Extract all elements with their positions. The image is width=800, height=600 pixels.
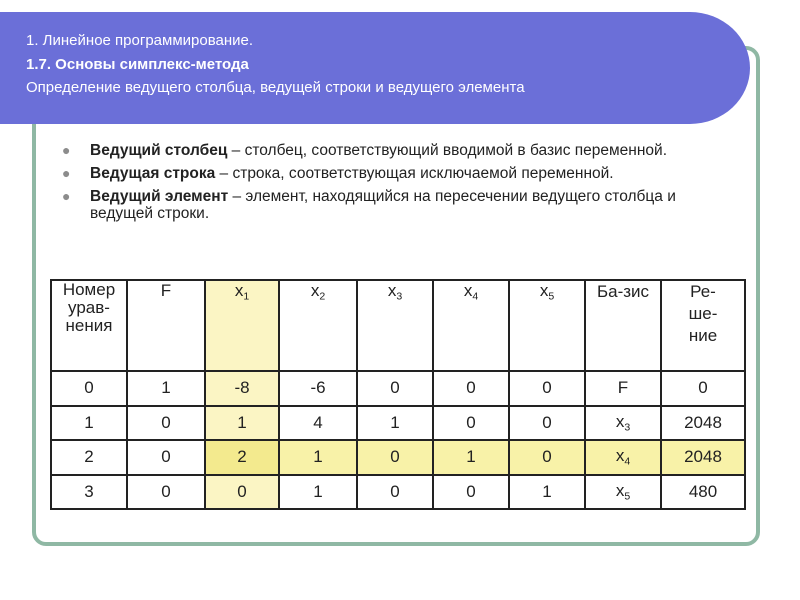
- cell-basis: F: [585, 371, 661, 405]
- header-x4: $x_4$: [433, 280, 509, 371]
- header-f: F: [127, 280, 205, 371]
- cell-x5: 0: [509, 371, 585, 405]
- cell-x3: 0: [357, 440, 433, 474]
- definition-term: Ведущий столбец: [90, 142, 228, 159]
- bullet-icon: ●: [62, 142, 71, 158]
- header-x2: $x_2$: [279, 280, 357, 371]
- cell-x4: 0: [433, 406, 509, 440]
- cell-basis: $x_5$: [585, 475, 661, 510]
- definition-list: [62, 142, 682, 228]
- subsection-title: 1.7. Основы симплекс-метода: [26, 56, 249, 73]
- cell-solution: 2048: [661, 440, 745, 474]
- definition-term: Ведущая строка: [90, 165, 216, 182]
- slide-subtitle: Определение ведущего столбца, ведущей строки и ведущего элемента: [26, 79, 525, 96]
- cell-f: 1: [127, 371, 205, 405]
- cell-x1: 0: [205, 475, 279, 510]
- cell-x1: -8: [205, 371, 279, 405]
- bullet-icon: ●: [62, 188, 71, 204]
- table-row: [51, 475, 745, 510]
- table-row-pivot: [51, 440, 745, 474]
- table-row: [51, 371, 745, 405]
- cell-x5: 1: [509, 475, 585, 510]
- definition-term: Ведущий элемент: [90, 188, 229, 205]
- cell-x3: 1: [357, 406, 433, 440]
- cell-solution: 0: [661, 371, 745, 405]
- cell-x5: 0: [509, 440, 585, 474]
- table-header-row: [51, 280, 745, 371]
- cell-f: 0: [127, 475, 205, 510]
- cell-x3: 0: [357, 371, 433, 405]
- cell-eq: 3: [51, 475, 127, 510]
- header-equation-number: Номер урав- нения: [51, 280, 127, 371]
- table-row: [51, 406, 745, 440]
- cell-f: 0: [127, 440, 205, 474]
- definition-item: [62, 188, 682, 222]
- cell-eq: 2: [51, 440, 127, 474]
- cell-x2: -6: [279, 371, 357, 405]
- header-x3: $x_3$: [357, 280, 433, 371]
- cell-x1: 1: [205, 406, 279, 440]
- definition-item: [62, 142, 682, 159]
- simplex-table: [50, 279, 746, 510]
- header-solution: Ре- ше- ние: [661, 280, 745, 371]
- cell-solution: 2048: [661, 406, 745, 440]
- definition-text: – столбец, соответствующий вводимой в базис переменной.: [227, 142, 667, 159]
- cell-eq: 1: [51, 406, 127, 440]
- header-x1: $x_1$: [205, 280, 279, 371]
- cell-x2: 4: [279, 406, 357, 440]
- header-basis: Ба-зис: [585, 280, 661, 371]
- section-title: 1. Линейное программирование.: [26, 32, 254, 49]
- cell-eq: 0: [51, 371, 127, 405]
- cell-basis: $x_3$: [585, 406, 661, 440]
- cell-x1-pivot-element: 2: [205, 440, 279, 474]
- definition-text: – элемент, находящийся на пересечении ведущего столбца и ведущей строки.: [90, 188, 676, 222]
- cell-basis: $x_4$: [585, 440, 661, 474]
- definition-item: [62, 165, 682, 182]
- cell-x2: 1: [279, 440, 357, 474]
- cell-x5: 0: [509, 406, 585, 440]
- title-banner: [0, 12, 750, 124]
- cell-x3: 0: [357, 475, 433, 510]
- cell-x4: 1: [433, 440, 509, 474]
- cell-x2: 1: [279, 475, 357, 510]
- cell-solution: 480: [661, 475, 745, 510]
- header-x5: $x_5$: [509, 280, 585, 371]
- cell-x4: 0: [433, 371, 509, 405]
- definition-text: – строка, соответствующая исключаемой переменной.: [215, 165, 614, 182]
- cell-f: 0: [127, 406, 205, 440]
- bullet-icon: ●: [62, 165, 71, 181]
- cell-x4: 0: [433, 475, 509, 510]
